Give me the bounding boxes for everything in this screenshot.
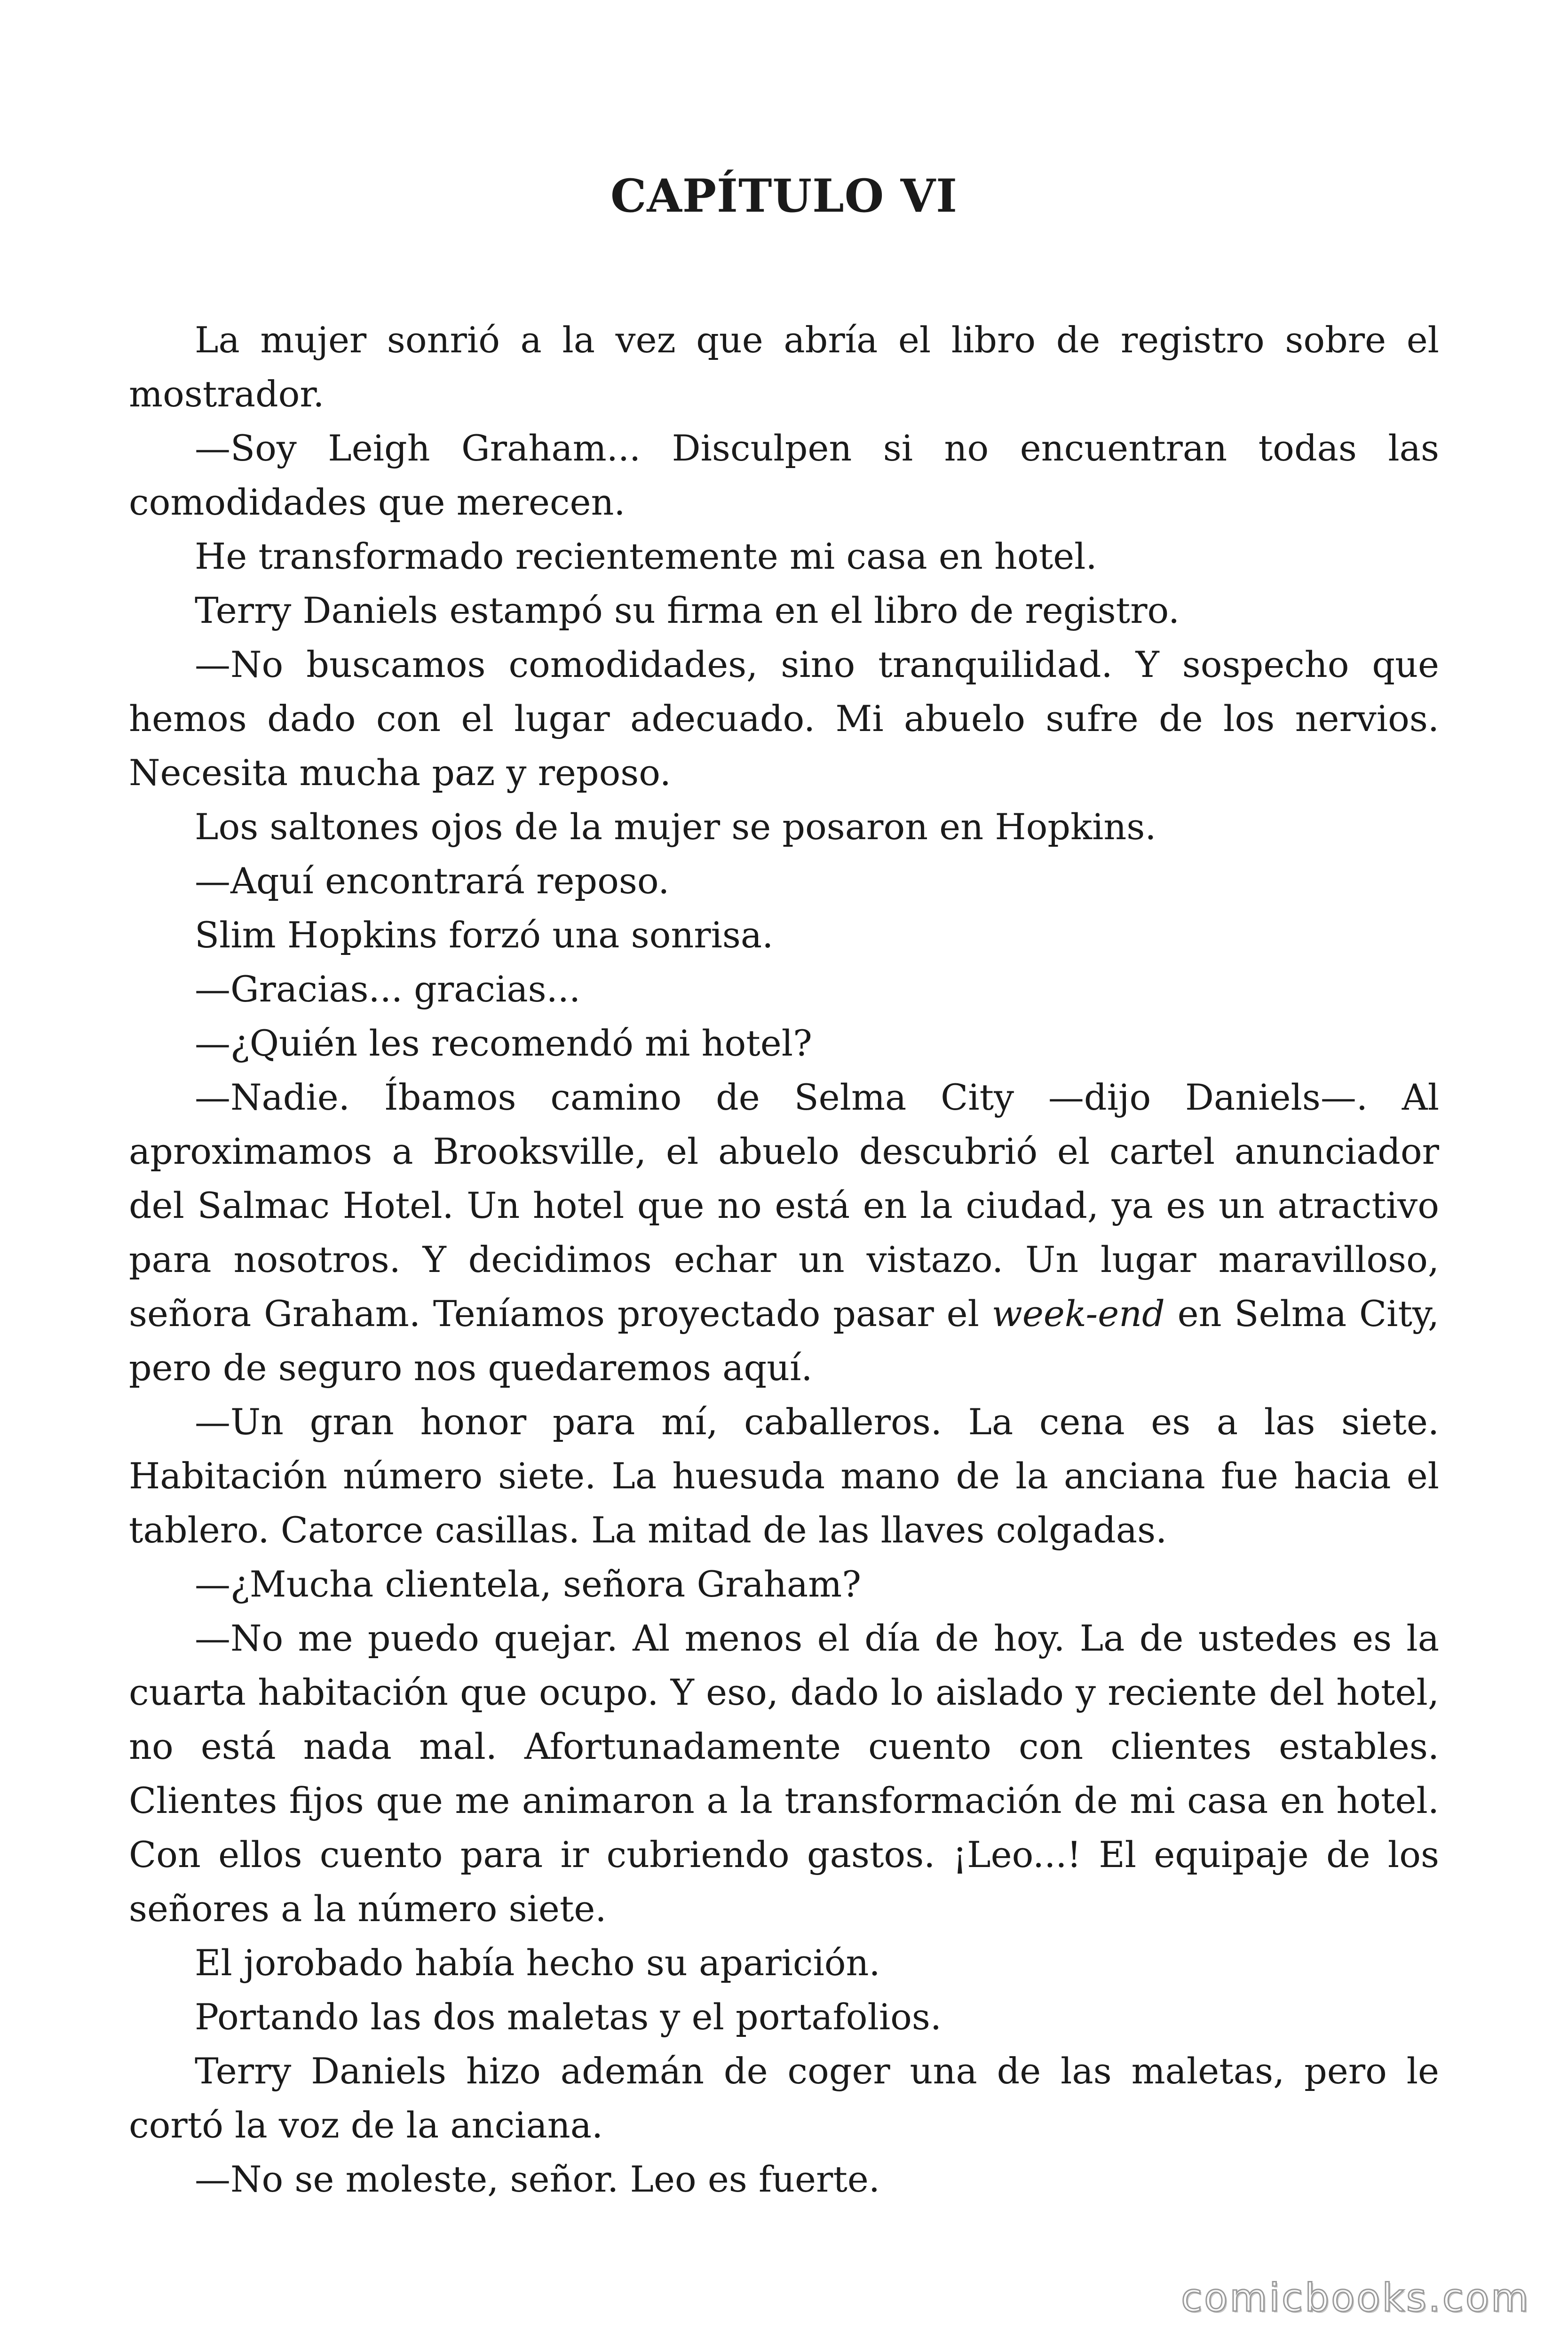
paragraph: —No buscamos comodidades, sino tranquilidad. Y sospecho que hemos dado con el lugar adecuado. Mi abuelo sufre de los nervios. Necesita mucha paz y reposo. <box>129 644 1439 794</box>
paragraph: Portando las dos maletas y el portafolios. <box>195 1996 942 2038</box>
paragraph <box>129 1070 1439 1395</box>
paragraph: La mujer sonrió a la vez que abría el libro de registro sobre el mostrador. <box>129 319 1439 415</box>
paragraph: —Aquí encontrará reposo. <box>195 860 670 902</box>
paragraph: —Un gran honor para mí, caballeros. La cena es a las siete. Habitación número siete. La huesuda mano de la anciana fue hacia el tablero. Catorce casillas. La mitad de las llaves colgadas. <box>129 1401 1439 1551</box>
paragraph: Slim Hopkins forzó una sonrisa. <box>195 914 774 956</box>
paragraph: —¿Mucha clientela, señora Graham? <box>195 1563 861 1605</box>
paragraph-text: —Nadie. Íbamos camino de Selma City —dijo Daniels—. Al aproximamos a Brooksville, el abuelo descubrió el cartel anunciador del Salmac Hotel. Un hotel que no está en la ciudad, ya es un atractivo para nosotros. Y decidimos echar un vistazo. Un lugar maravilloso, señora Graham. Teníamos proyectado pasar el <box>129 1076 1439 1335</box>
paragraph: Terry Daniels hizo ademán de coger una de las maletas, pero le cortó la voz de la anciana. <box>129 2050 1439 2146</box>
paragraph-text: en Selma City, pero de seguro nos quedaremos aquí. <box>129 1293 1439 1389</box>
paragraph: Terry Daniels estampó su firma en el libro de registro. <box>195 589 1180 631</box>
paragraph: El jorobado había hecho su aparición. <box>195 1942 880 1984</box>
paragraph: Los saltones ojos de la mujer se posaron en Hopkins. <box>195 806 1156 848</box>
paragraph: —Gracias... gracias... <box>195 968 581 1010</box>
paragraph: —¿Quién les recomendó mi hotel? <box>195 1022 812 1064</box>
paragraph: —Soy Leigh Graham... Disculpen si no encuentran todas las comodidades que merecen. <box>129 427 1439 523</box>
watermark: comicbooks.com <box>1181 2276 1530 2320</box>
paragraph: —No se moleste, señor. Leo es fuerte. <box>195 2158 880 2200</box>
chapter-body <box>129 313 1439 2206</box>
chapter-title: CAPÍTULO VI <box>610 169 958 222</box>
paragraph: He transformado recientemente mi casa en hotel. <box>195 535 1097 577</box>
italic-word: week-end <box>991 1293 1165 1335</box>
paragraph: —No me puedo quejar. Al menos el día de hoy. La de ustedes es la cuarta habitación que ocupo. Y eso, dado lo aislado y reciente del hotel, no está nada mal. Afortunadamente cuento con clientes estables. Clientes fijos que me animaron a la transformación de mi casa en hotel. Con ellos cuento para ir cubriendo gastos. ¡Leo...! El equipaje de los señores a la número siete. <box>129 1617 1439 1930</box>
